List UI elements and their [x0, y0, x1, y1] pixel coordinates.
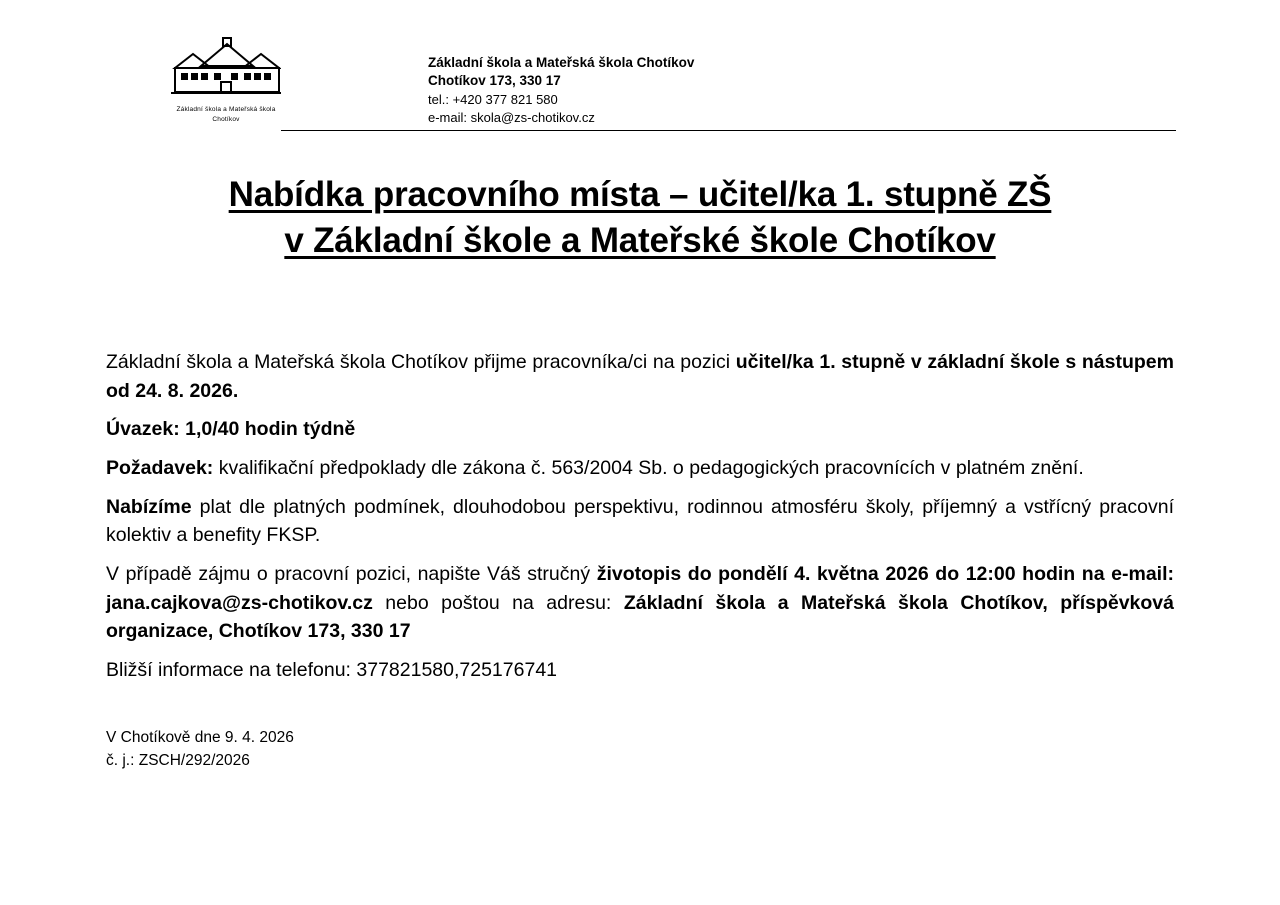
nabizime-label: Nabízíme: [106, 495, 192, 518]
paragraph-telefon: [106, 656, 1174, 685]
nabizime-text: plat dle platných podmínek, dlouhodobou perspektivu, rodinnou atmosféru školy, příjemný a vstřícný pracovní kolektiv a benefity FKSP.: [106, 495, 1174, 547]
paragraph-intro: [106, 348, 1174, 405]
school-name: Základní škola a Mateřská škola Chotíkov: [428, 55, 695, 70]
title-line-2: v Základní škole a Mateřské škole Chotíkov: [284, 221, 996, 261]
telefon-text: Bližší informace na telefonu: 377821580,725176741: [106, 658, 558, 681]
zajem-text-2: nebo poštou na adresu:: [372, 591, 624, 614]
document-body: [106, 348, 1174, 685]
letterhead: [106, 30, 1176, 134]
paragraph-zajem: [106, 560, 1174, 646]
logo-caption-line2: Chotíkov: [212, 116, 240, 124]
reference-number: č. j.: ZSCH/292/2026: [106, 752, 250, 770]
school-address: Chotíkov 173, 330 17: [428, 73, 561, 89]
intro-text: Základní škola a Mateřská škola Chotíkov přijme pracovníka/ci na pozici: [106, 351, 736, 373]
pozadavek-label: Požadavek:: [106, 456, 214, 479]
school-building-icon: [171, 36, 281, 104]
place-date: V Chotíkově dne 9. 4. 2026: [106, 729, 294, 746]
page-title: [106, 172, 1174, 264]
school-phone: tel.: +420 377 821 580: [428, 91, 558, 107]
paragraph-nabizime: [106, 493, 1174, 550]
title-line-1: Nabídka pracovního místa – učitel/ka 1. stupně ZŠ: [228, 175, 1052, 214]
zajem-bold-2: Základní škola a Mateřská škola Chotíkov, příspěvková organizace, Chotíkov 173, 330 17: [106, 591, 1175, 643]
intro-bold: učitel/ka 1. stupně v základní škole s nástupem od 24. 8. 2026.: [106, 351, 1174, 402]
paragraph-pozadavek: [106, 454, 1174, 483]
zajem-bold-1: životopis do pondělí 4. května 2026 do 12:00 hodin na e-mail: jana.cajkova@zs-chotikov.cz: [106, 562, 1174, 614]
document-footer: [106, 726, 806, 773]
pozadavek-text: kvalifikační předpoklady dle zákona č. 563/2004 Sb. o pedagogických pracovnících v platném znění.: [213, 456, 1084, 479]
zajem-text-1: V případě zájmu o pracovní pozici, napište Váš stručný: [106, 562, 597, 585]
contact-block: [428, 54, 898, 127]
uvazek-text: Úvazek: 1,0/40 hodin týdně: [106, 418, 356, 441]
school-email: e-mail: skola@zs-chotikov.cz: [428, 109, 595, 125]
logo-caption-line1: Základní škola a Mateřská škola: [176, 106, 276, 113]
header-divider: [281, 130, 1176, 131]
paragraph-uvazek: [106, 415, 1174, 444]
school-logo: [166, 36, 286, 124]
